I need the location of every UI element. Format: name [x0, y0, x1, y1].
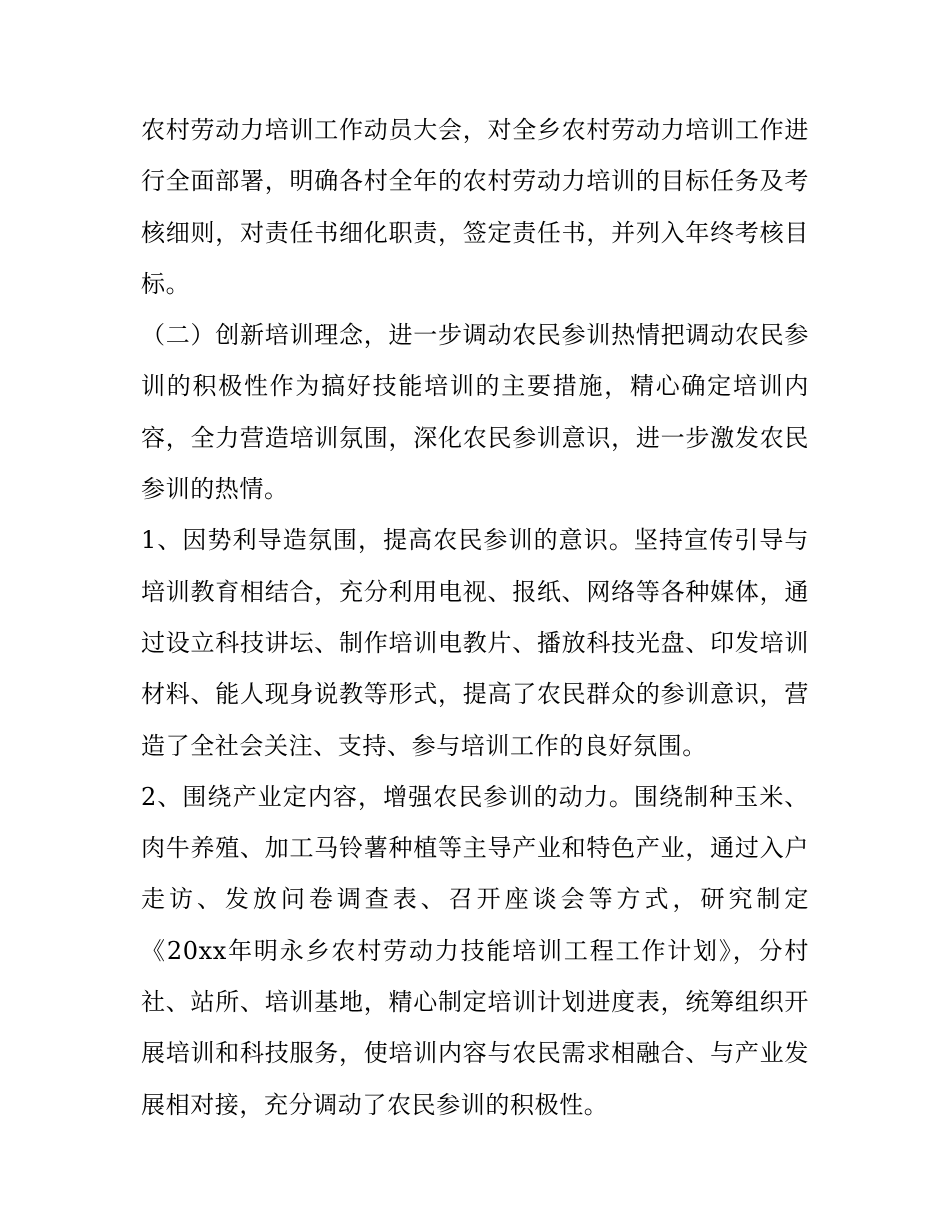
paragraph-item-two: 2、围绕产业定内容，增强农民参训的动力。围绕制种玉米、肉牛养殖、加工马铃薯种植等主导产业和特色产业，通过入户走访、发放问卷调查表、召开座谈会等方式，研究制定《20xx年明永乡农村劳动力技能培训工程工作计划》，分村社、站所、培训基地，精心制定培训计划进度表，统筹组织开展培训和科技服务，使培训内容与农民需求相融合、与产业发展相对接，充分调动了农民参训的积极性。: [141, 782, 809, 1119]
document-body: [141, 105, 809, 1131]
paragraph-labor-training-meeting: 农村劳动力培训工作动员大会，对全乡农村劳动力培训工作进行全面部署，明确各村全年的农村劳动力培训的目标任务及考核细则，对责任书细化职责，签定责任书，并列入年终考核目标。: [141, 116, 809, 298]
paragraph-section-two-heading: （二）创新培训理念，进一步调动农民参训热情把调动农民参训的积极性作为搞好技能培训的主要措施，精心确定培训内容，全力营造培训氛围，深化农民参训意识，进一步激发农民参训的热情。: [141, 321, 809, 504]
paragraph-item-one: 1、因势利导造氛围，提高农民参训的意识。坚持宣传引导与培训教育相结合，充分利用电视、报纸、网络等各种媒体，通过设立科技讲坛、制作培训电教片、播放科技光盘、印发培训材料、能人现身说教等形式，提高了农民群众的参训意识，营造了全社会关注、支持、参与培训工作的良好氛围。: [141, 526, 809, 760]
